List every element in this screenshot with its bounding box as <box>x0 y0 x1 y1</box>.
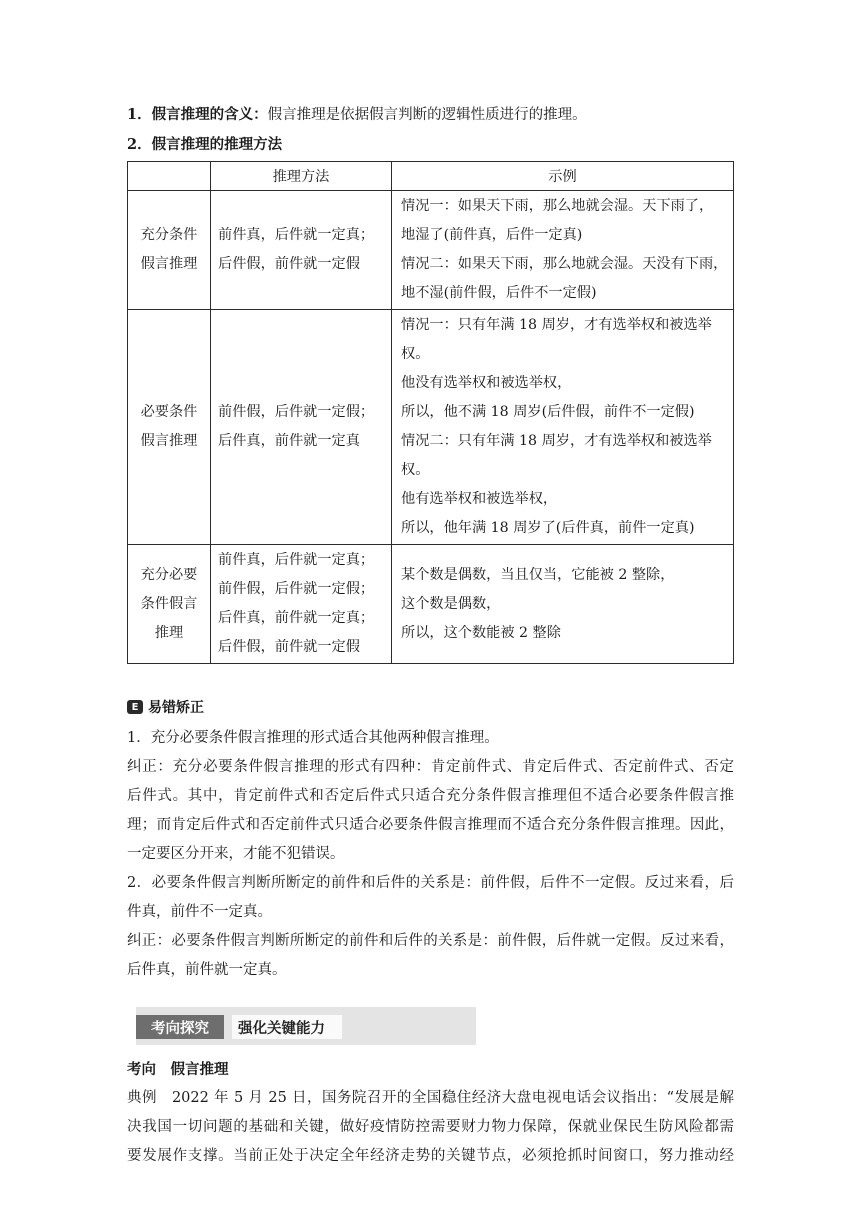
method-line: 前件真，后件就一定真； <box>218 227 375 243</box>
table-row <box>128 191 734 310</box>
type-line: 假言推理 <box>140 256 198 272</box>
type-line: 条件假言 <box>140 595 198 612</box>
type-line: 充分条件 <box>140 227 198 243</box>
method-cell <box>211 545 392 664</box>
example-line: 情况二：只有年满 18 周岁，才有选举权和被选举权。 <box>401 433 712 478</box>
example-line: 他没有选举权和被选举权， <box>401 375 572 391</box>
example-line: 他有选举权和被选举权， <box>401 491 558 507</box>
topic-line: 决我国一切问题的基础和关键，做好疫情防控需要财力物力保障，保就业保民生防风险都需 <box>127 1119 734 1135</box>
method-line: 后件真，前件就一定真 <box>218 433 360 449</box>
type-cell <box>128 310 211 545</box>
example-line: 某个数是偶数，当且仅当，它能被 2 整除， <box>401 566 675 583</box>
example-cell <box>392 191 734 310</box>
banner-main-label: 考向探究 <box>136 1015 224 1039</box>
reasoning-table <box>127 161 734 664</box>
method-line: 前件假，后件就一定假； <box>218 581 375 597</box>
example-line: 所以，他年满 18 周岁了(后件真，前件一定真) <box>401 520 695 536</box>
correction-e-icon: E <box>127 700 143 714</box>
topic-line: 要发展作支撑。当前正处于决定全年经济走势的关键节点，必须抢抓时间窗口，努力推动经 <box>127 1148 734 1164</box>
intro-item-1-text: 假言推理是依据假言判断的逻辑性质进行的推理。 <box>267 107 587 123</box>
correction-line: 一定要区分开来，才能不犯错误。 <box>127 846 345 862</box>
table-header-cell <box>128 162 211 191</box>
correction-line: 纠正：充分必要条件假言推理的形式有四种：肯定前件式、肯定后件式、否定前件式、否定 <box>127 759 734 775</box>
example-line: 情况二：如果天下雨，那么地就会湿。天没有下雨， <box>401 256 728 272</box>
example-line: 所以，他不满 18 周岁(后件假，前件不一定假) <box>401 404 695 420</box>
intro-item-2: 2．假言推理的推理方法 <box>127 136 283 153</box>
example-cell <box>392 310 734 545</box>
correction-line: 后件式。其中，肯定前件式和否定后件式只适合充分条件假言推理但不适合必要条件假言推 <box>127 788 734 804</box>
topic-section <box>127 1055 734 1171</box>
method-line: 后件假，前件就一定假 <box>218 256 360 272</box>
method-line: 后件真，前件就一定真； <box>218 610 375 626</box>
method-cell <box>211 191 392 310</box>
topic-heading: 考向 假言推理 <box>127 1061 229 1078</box>
example-line: 地不湿(前件假，后件不一定假) <box>401 285 597 301</box>
method-line: 前件真，后件就一定真； <box>218 552 375 568</box>
correction-line: 纠正：必要条件假言判断所断定的前件和后件的关系是：前件假，后件就一定假。反过来看， <box>127 933 734 949</box>
example-line: 地湿了(前件真，后件一定真) <box>401 227 583 243</box>
type-cell <box>128 545 211 664</box>
type-line: 推理 <box>154 624 184 641</box>
type-line: 假言推理 <box>140 433 198 449</box>
correction-line: 后件真，前件就一定真。 <box>127 962 287 978</box>
method-cell <box>211 310 392 545</box>
type-cell <box>128 191 211 310</box>
example-cell <box>392 545 734 664</box>
document-page <box>127 100 734 1171</box>
section-banner <box>136 1007 476 1045</box>
table-row <box>128 545 734 664</box>
topic-line: 典例 2022 年 5 月 25 日，国务院召开的全国稳住经济大盘电视电话会议指出：“发展是解 <box>127 1090 734 1106</box>
table-row <box>128 310 734 545</box>
intro-item-1 <box>127 100 734 130</box>
example-line: 这个数是偶数， <box>401 595 501 612</box>
type-line: 必要条件 <box>140 404 198 420</box>
correction-line: 理；而肯定后件式和否定前件式只适合必要条件假言推理而不适合充分条件假言推理。因此， <box>127 817 734 833</box>
correction-line: 1．充分必要条件假言推理的形式适合其他两种假言推理。 <box>127 730 499 746</box>
intro-item-1-label: 1．假言推理的含义： <box>127 106 268 123</box>
example-line: 情况一：如果天下雨，那么地就会湿。天下雨了， <box>401 198 714 214</box>
correction-heading <box>127 694 734 720</box>
method-line: 前件假，后件就一定假； <box>218 404 375 420</box>
method-line: 后件假，前件就一定假 <box>218 639 360 655</box>
correction-line: 件真，前件不一定真。 <box>127 904 272 920</box>
example-line: 情况一：只有年满 18 周岁，才有选举权和被选举权。 <box>401 317 712 362</box>
example-line: 所以，这个数能被 2 整除 <box>401 624 561 641</box>
correction-body <box>127 724 734 985</box>
banner-sub-label: 强化关键能力 <box>232 1015 342 1039</box>
correction-title: 易错矫正 <box>148 700 204 716</box>
type-line: 充分必要 <box>140 566 198 583</box>
table-header-row <box>128 162 734 191</box>
table-header-cell: 推理方法 <box>211 162 392 191</box>
table-header-cell: 示例 <box>392 162 734 191</box>
correction-line: 2．必要条件假言判断所断定的前件和后件的关系是：前件假，后件不一定假。反过来看，后 <box>127 875 734 891</box>
